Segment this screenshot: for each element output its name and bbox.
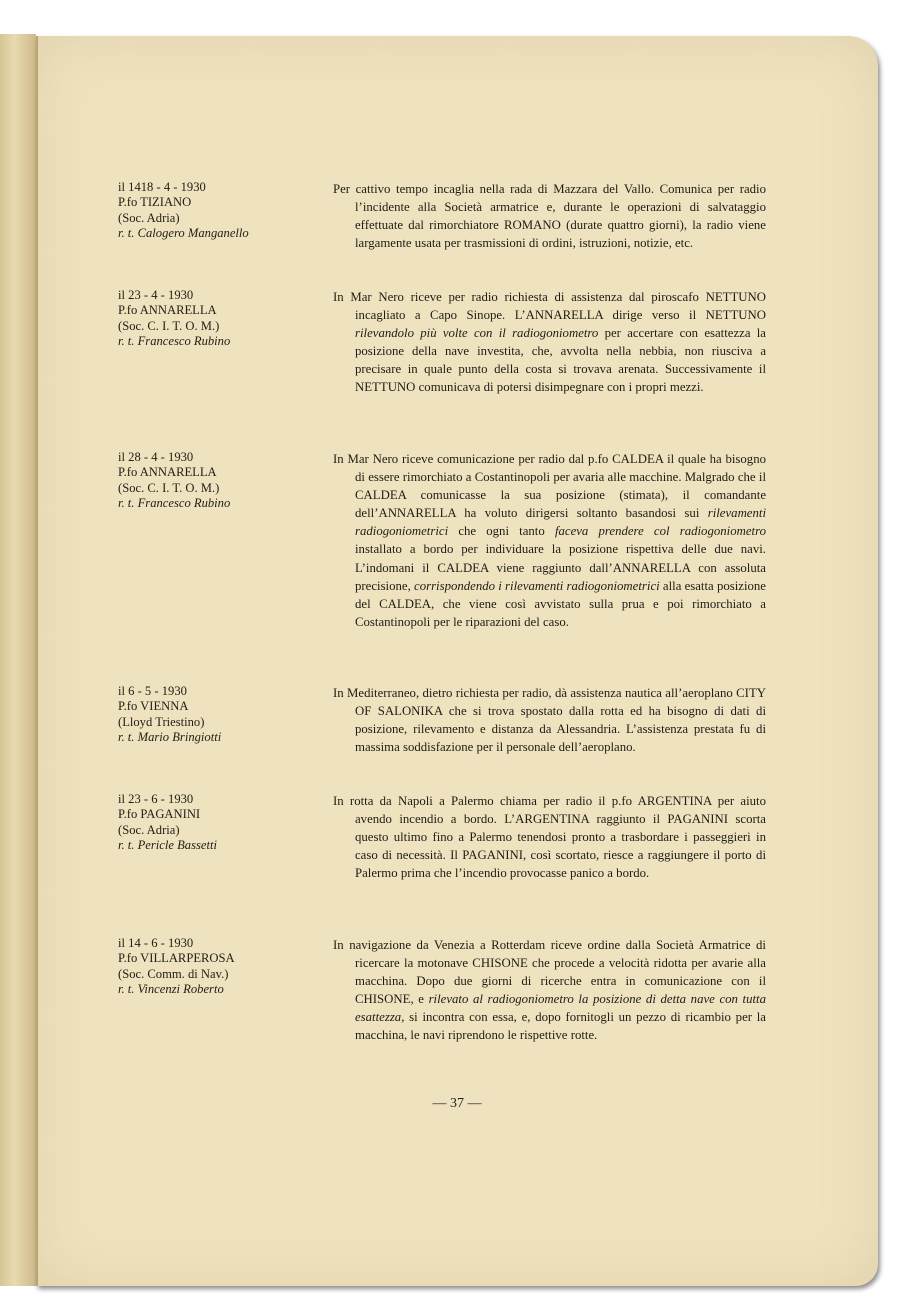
text-segment: per accertare con esattezza la posizione della nave investita, che, avvolta nella nebbia, non riusciva a precisare in quale punto della costa si trovava arenata. Successivamente il NETTUNO comunicava di potersi disimpegnare con i propri mezzi. [355,326,766,395]
book-spine [0,34,36,1286]
entry-operator: r. t. Francesco Rubino [118,334,231,349]
entry-text [333,288,766,397]
entry-company: (Lloyd Triestino) [118,714,205,729]
entry-date: il 14 - 6 - 1930 [118,936,194,950]
entry-operator: r. t. Vincenzi Roberto [118,982,224,997]
entry-ship: P.fo ANNARELLA [118,303,217,318]
entry-text [333,792,766,882]
entry-company: (Soc. Comm. di Nav.) [118,966,229,981]
entry-company: (Soc. Adria) [118,822,180,837]
italic-text-segment: corrispondendo i rilevamenti radiogoniometrici [414,578,660,593]
page-sheet [36,36,878,1286]
entry-date: il 28 - 4 - 1930 [118,450,194,464]
text-segment: si incontra con essa, e, dopo fornitogli un pezzo di ricambio per la macchina, le navi riprendono le rispettive rotte. [355,1010,766,1043]
entry-meta [118,936,318,998]
entry-meta [118,180,318,242]
entry-text [333,450,766,631]
entry-ship: P.fo PAGANINI [118,807,201,822]
entry-ship: P.fo ANNARELLA [118,465,217,480]
italic-text-segment: rilevamenti radiogoniometrici [355,506,766,539]
entry-company: (Soc. C. I. T. O. M.) [118,318,220,333]
entry-date: il 1418 - 4 - 1930 [118,180,206,194]
text-segment: In navigazione da Venezia a Rotterdam riceve ordine dalla Società Armatrice di ricercare la motonave CHISONE che procede a velocità ridotta per avarie alla macchina. Dopo due giorni di ricerche entra in comunicazione con il CHISONE, e [333,938,766,1007]
italic-text-segment: rilevandolo più volte con il radiogoniometro [355,326,599,341]
entry-meta [118,288,318,350]
entry-date: il 23 - 6 - 1930 [118,792,194,806]
text-segment: che ogni tanto [448,524,555,539]
italic-text-segment: faceva prendere col radiogoniometro [554,524,766,539]
entry-text [333,180,766,252]
entry-text [333,936,766,1045]
page-number: — 37 — [432,1096,482,1111]
text-segment: In Mar Nero riceve per radio richiesta di assistenza dal piroscafo NETTUNO incagliato a Capo Sinope. L’ANNARELLA dirige verso il NETTUNO [333,290,766,323]
entry-text [333,684,766,756]
entry-operator: r. t. Calogero Manganello [118,226,249,241]
entry-ship: P.fo VILLARPEROSA [118,951,235,966]
text-segment: Per cattivo tempo incaglia nella rada di Mazzara del Vallo. Comunica per radio l’incidente alla Società armatrice e, durante le operazioni di salvataggio effettuate dal rimorchiatore ROMANO (durate quattro giorni), la radio viene largamente usata per trasmissioni di ordini, istruzioni, notizie, etc. [333,182,766,251]
entry-operator: r. t. Pericle Bassetti [118,838,217,853]
italic-text-segment: rilevato al radiogoniometro la posizione di detta nave con tutta esattezza, [355,992,767,1025]
text-segment: In Mediterraneo, dietro richiesta per radio, dà assistenza nautica all’aeroplano CITY OF SALONIKA che si trova spostato dalla rotta ed ha bisogno di dati di posizione, rilevamento e distanza da Alessandria. L’assistenza prestata fu di massima soddisfazione per il personale dell’aeroplano. [333,686,766,755]
entry-company: (Soc. Adria) [118,210,180,225]
entry-meta [118,684,318,746]
text-segment: alla esatta posizione del CALDEA, che viene così avvistato sulla prua e poi rimorchiato a Costantinopoli per le riparazioni del caso. [355,578,766,629]
entry-meta [118,450,318,512]
entry-operator: r. t. Mario Bringiotti [118,730,222,745]
entry-operator: r. t. Francesco Rubino [118,496,231,511]
text-segment: installato a bordo per individuare la posizione rispettiva delle due navi. L’indomani il CALDEA viene raggiunto dall’ANNARELLA con assoluta precisione, [355,542,766,593]
text-segment: In rotta da Napoli a Palermo chiama per radio il p.fo ARGENTINA per aiuto avendo incendio a bordo. L’ARGENTINA raggiunto il PAGANINI scorta questo ultimo fino a Palermo tenendosi pronto a trasbordare i passeggieri in caso di necessità. Il PAGANINI, così scortato, riesce a raggiungere il porto di Palermo prima che l’incendio provocasse panico a bordo. [333,794,766,881]
entry-date: il 23 - 4 - 1930 [118,288,194,302]
text-segment: In Mar Nero riceve comunicazione per radio dal p.fo CALDEA il quale ha bisogno di essere rimorchiato a Costantinopoli per avaria alle macchine. Malgrado che il CALDEA comunicasse la sua posizione (stimata), il comandante dell’ANNARELLA ha voluto dirigersi soltanto basandosi sui [333,452,766,521]
entry-ship: P.fo VIENNA [118,699,189,714]
entry-meta [118,792,318,854]
entry-company: (Soc. C. I. T. O. M.) [118,480,220,495]
entry-ship: P.fo TIZIANO [118,195,192,210]
entry-date: il 6 - 5 - 1930 [118,684,187,698]
page-edge [36,36,38,1286]
